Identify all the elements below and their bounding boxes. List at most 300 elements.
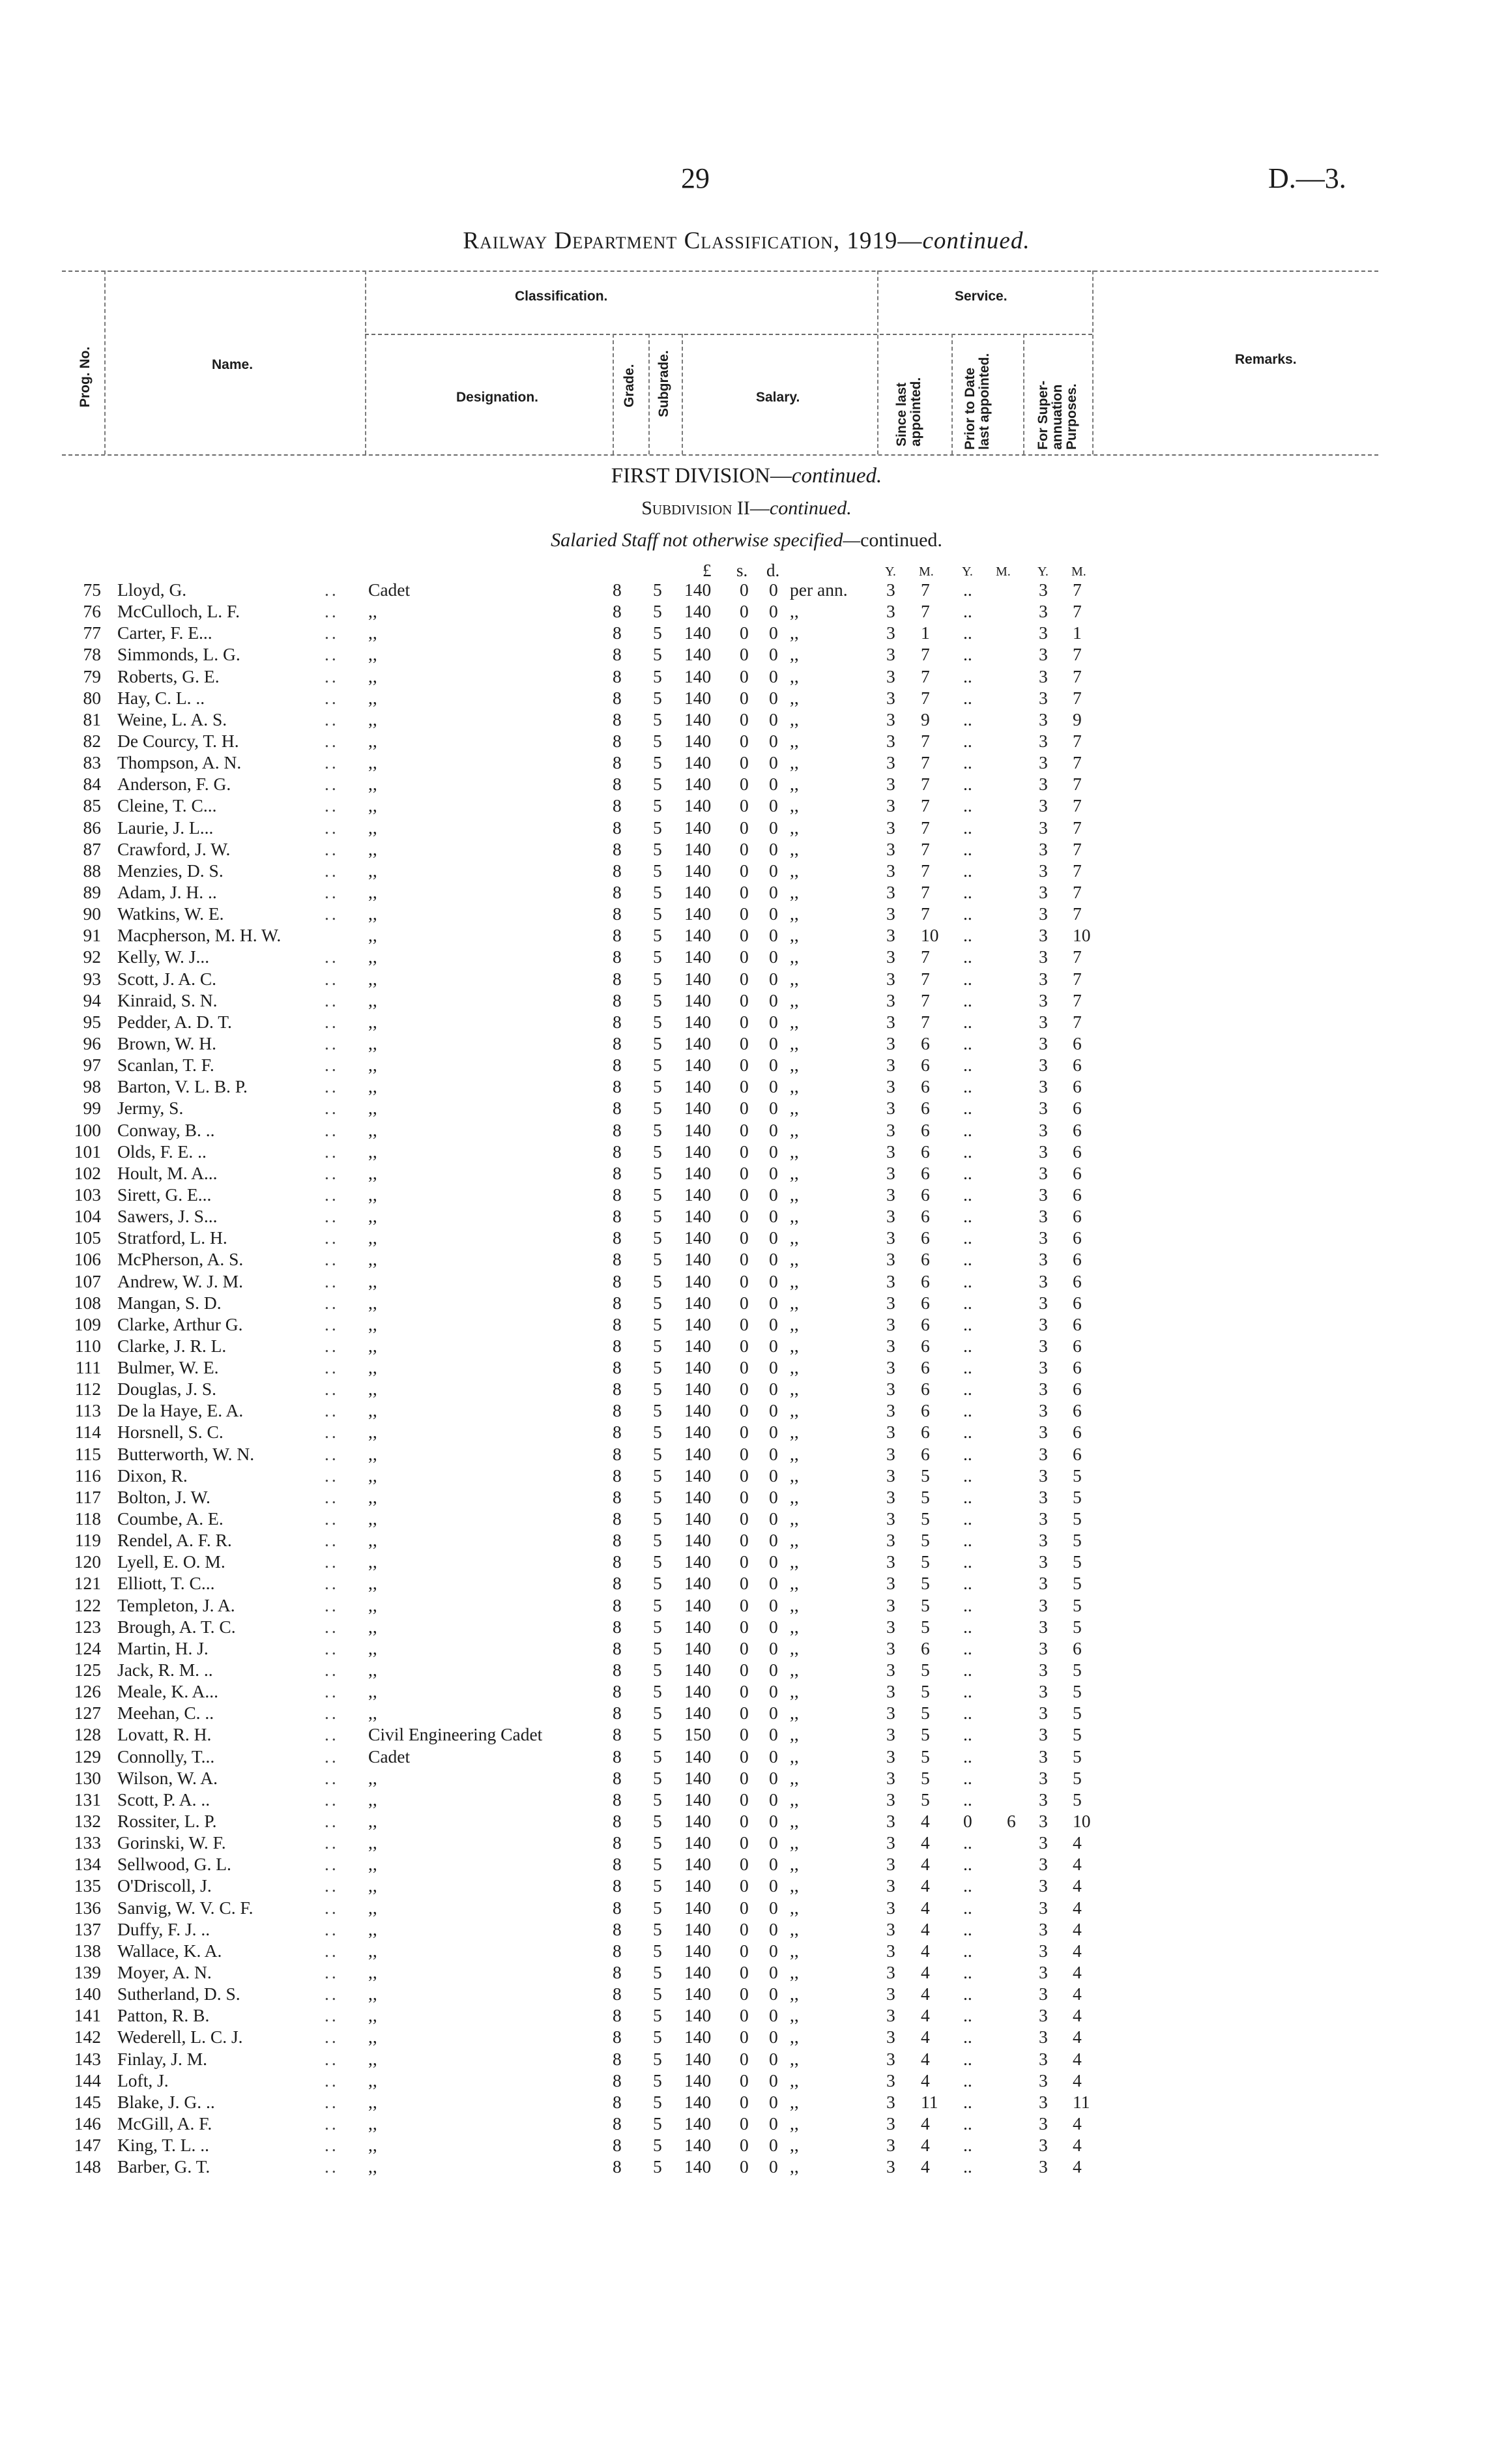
salary-period: ,, xyxy=(790,946,799,967)
since-months: 6 xyxy=(921,1379,930,1400)
prog-number: 128 xyxy=(74,1724,101,1745)
table-row xyxy=(0,1832,1493,1853)
salary-pence: 0 xyxy=(769,1573,778,1594)
super-months: 6 xyxy=(1073,1206,1082,1227)
since-years: 3 xyxy=(886,1486,895,1507)
super-years: 3 xyxy=(1039,1400,1048,1421)
staff-name: Sutherland, D. S. xyxy=(117,1984,240,2004)
super-years: 3 xyxy=(1039,1962,1048,1982)
leader-dots: .. xyxy=(325,1033,339,1053)
since-years: 3 xyxy=(886,1011,895,1032)
staff-name: Andrew, W. J. M. xyxy=(117,1270,244,1291)
title-main: Railway Department Classification, 1919— xyxy=(463,227,923,254)
prog-number: 115 xyxy=(74,1443,101,1464)
grade: 8 xyxy=(613,860,622,881)
super-years: 3 xyxy=(1039,1270,1048,1291)
salary-shillings: 0 xyxy=(740,1465,749,1486)
designation: ,, xyxy=(368,946,377,967)
leader-dots: .. xyxy=(325,1508,339,1529)
leader-dots: .. xyxy=(325,1530,339,1551)
subgrade: 5 xyxy=(653,1292,662,1313)
designation: ,, xyxy=(368,1594,377,1615)
leader-dots: .. xyxy=(325,1789,339,1810)
staff-name: Sirett, G. E... xyxy=(117,1184,212,1205)
super-years: 3 xyxy=(1039,1292,1048,1313)
since-months: 4 xyxy=(921,1811,930,1832)
since-months: 5 xyxy=(921,1660,930,1680)
subgrade: 5 xyxy=(653,2113,662,2134)
salary-period: ,, xyxy=(790,1616,799,1637)
leader-dots: .. xyxy=(325,1984,339,2004)
grade: 8 xyxy=(613,644,622,665)
grade: 8 xyxy=(613,730,622,751)
staff-name: Finlay, J. M. xyxy=(117,2048,208,2069)
leader-dots: .. xyxy=(325,1270,339,1291)
salary-pounds: 140 xyxy=(684,1400,712,1421)
prior-years: .. xyxy=(963,817,972,838)
salary-pence: 0 xyxy=(769,1616,778,1637)
since-months: 6 xyxy=(921,1313,930,1334)
prog-number: 79 xyxy=(83,666,101,686)
salary-period: ,, xyxy=(790,1033,799,1053)
since-years: 3 xyxy=(886,2156,895,2177)
salary-pounds: 140 xyxy=(684,2156,712,2177)
subgrade: 5 xyxy=(653,601,662,622)
subgrade: 5 xyxy=(653,795,662,816)
super-years: 3 xyxy=(1039,1119,1048,1140)
prior-years: .. xyxy=(963,1962,972,1982)
salary-shillings: 0 xyxy=(740,1551,749,1572)
salary-pounds: 140 xyxy=(684,1660,712,1680)
super-months: 5 xyxy=(1073,1767,1082,1788)
salary-pence: 0 xyxy=(769,1660,778,1680)
since-years: 3 xyxy=(886,623,895,643)
table-row xyxy=(0,1529,1493,1551)
since-years: 3 xyxy=(886,579,895,600)
designation: ,, xyxy=(368,2135,377,2156)
salary-shillings: 0 xyxy=(740,2048,749,2069)
since-years: 3 xyxy=(886,1897,895,1918)
leader-dots: .. xyxy=(325,1746,339,1767)
salary-shillings: 0 xyxy=(740,1811,749,1832)
header-salary: Salary. xyxy=(756,390,800,405)
super-months: 5 xyxy=(1073,1724,1082,1745)
salary-pence: 0 xyxy=(769,925,778,946)
super-years: 3 xyxy=(1039,2005,1048,2026)
super-years: 3 xyxy=(1039,2113,1048,2134)
super-months: 7 xyxy=(1073,860,1082,881)
table-row xyxy=(0,1465,1493,1486)
table-row xyxy=(0,1746,1493,1767)
super-years: 3 xyxy=(1039,860,1048,881)
staff-label: Salaried Staff not otherwise specified— xyxy=(551,529,861,551)
super-months: 5 xyxy=(1073,1508,1082,1529)
super-months: 7 xyxy=(1073,774,1082,795)
table-row xyxy=(0,1702,1493,1723)
subgrade: 5 xyxy=(653,1897,662,1918)
since-years: 3 xyxy=(886,1162,895,1183)
super-years: 3 xyxy=(1039,1746,1048,1767)
designation: ,, xyxy=(368,709,377,729)
salary-pounds: 140 xyxy=(684,1875,712,1896)
prior-years: .. xyxy=(963,1055,972,1076)
leader-dots: .. xyxy=(325,752,339,773)
since-years: 3 xyxy=(886,1119,895,1140)
grade: 8 xyxy=(613,1162,622,1183)
subdivision-continued: continued. xyxy=(769,497,852,519)
designation: ,, xyxy=(368,1119,377,1140)
salary-pounds: 140 xyxy=(684,687,712,708)
salary-pence: 0 xyxy=(769,903,778,924)
subgrade: 5 xyxy=(653,1270,662,1291)
subgrade: 5 xyxy=(653,1832,662,1853)
since-months: 6 xyxy=(921,1055,930,1076)
salary-period: ,, xyxy=(790,795,799,816)
staff-table-body xyxy=(0,579,1493,2177)
grade: 8 xyxy=(613,1465,622,1486)
salary-pence: 0 xyxy=(769,2156,778,2177)
grade: 8 xyxy=(613,1530,622,1551)
since-years: 3 xyxy=(886,1227,895,1248)
leader-dots: .. xyxy=(325,1660,339,1680)
grade: 8 xyxy=(613,990,622,1010)
prior-years: .. xyxy=(963,1508,972,1529)
salary-shillings: 0 xyxy=(740,1313,749,1334)
designation: ,, xyxy=(368,1486,377,1507)
subgrade: 5 xyxy=(653,817,662,838)
staff-name: Coumbe, A. E. xyxy=(117,1508,224,1529)
leader-dots: .. xyxy=(325,1098,339,1119)
since-months: 6 xyxy=(921,1400,930,1421)
super-months: 1 xyxy=(1073,623,1082,643)
salary-pounds: 140 xyxy=(684,2070,712,2090)
designation: ,, xyxy=(368,1400,377,1421)
grade: 8 xyxy=(613,1681,622,1702)
salary-pounds: 140 xyxy=(684,860,712,881)
grade: 8 xyxy=(613,881,622,902)
salary-pounds: 140 xyxy=(684,1767,712,1788)
table-row xyxy=(0,1443,1493,1465)
leader-dots: .. xyxy=(325,1162,339,1183)
salary-period: ,, xyxy=(790,666,799,686)
since-years: 3 xyxy=(886,1292,895,1313)
leader-dots: .. xyxy=(325,1681,339,1702)
staff-name: Mangan, S. D. xyxy=(117,1292,222,1313)
subgrade: 5 xyxy=(653,1530,662,1551)
super-months: 4 xyxy=(1073,1875,1082,1896)
staff-name: Duffy, F. J. .. xyxy=(117,1918,210,1939)
salary-period: ,, xyxy=(790,1703,799,1723)
salary-period: ,, xyxy=(790,1335,799,1356)
col-divider xyxy=(365,271,366,454)
since-years: 3 xyxy=(886,1249,895,1270)
since-months: 7 xyxy=(921,666,930,686)
designation: ,, xyxy=(368,1227,377,1248)
super-years: 3 xyxy=(1039,1811,1048,1832)
salary-period: ,, xyxy=(790,1486,799,1507)
salary-pence: 0 xyxy=(769,1875,778,1896)
salary-pence: 0 xyxy=(769,1055,778,1076)
since-years: 3 xyxy=(886,1270,895,1291)
since-years: 3 xyxy=(886,817,895,838)
subdivision-heading xyxy=(0,497,1493,520)
prior-years: .. xyxy=(963,709,972,729)
subgrade: 5 xyxy=(653,1789,662,1810)
salary-period: ,, xyxy=(790,1227,799,1248)
subgrade: 5 xyxy=(653,1033,662,1053)
unit-shillings: s. xyxy=(736,561,748,580)
super-years: 3 xyxy=(1039,1313,1048,1334)
salary-pence: 0 xyxy=(769,709,778,729)
since-years: 3 xyxy=(886,1616,895,1637)
designation: ,, xyxy=(368,990,377,1010)
super-years: 3 xyxy=(1039,2135,1048,2156)
designation: ,, xyxy=(368,1055,377,1076)
prog-number: 90 xyxy=(83,903,101,924)
salary-pence: 0 xyxy=(769,838,778,859)
salary-pounds: 140 xyxy=(684,644,712,665)
since-years: 3 xyxy=(886,946,895,967)
salary-shillings: 0 xyxy=(740,1249,749,1270)
since-years: 3 xyxy=(886,1767,895,1788)
grade: 8 xyxy=(613,1400,622,1421)
grade: 8 xyxy=(613,1703,622,1723)
salary-pounds: 140 xyxy=(684,2091,712,2112)
grade: 8 xyxy=(613,687,622,708)
salary-pounds: 140 xyxy=(684,1486,712,1507)
salary-pence: 0 xyxy=(769,1789,778,1810)
designation: ,, xyxy=(368,1141,377,1162)
prior-years: .. xyxy=(963,1594,972,1615)
prog-number: 94 xyxy=(83,990,101,1010)
salary-period: ,, xyxy=(790,1422,799,1443)
super-years: 3 xyxy=(1039,644,1048,665)
leader-dots: .. xyxy=(325,1486,339,1507)
salary-pence: 0 xyxy=(769,1162,778,1183)
leader-dots: .. xyxy=(325,1854,339,1875)
salary-period: ,, xyxy=(790,1594,799,1615)
leader-dots: .. xyxy=(325,1313,339,1334)
designation: ,, xyxy=(368,601,377,622)
prior-years: .. xyxy=(963,1465,972,1486)
leader-dots: .. xyxy=(325,1897,339,1918)
super-years: 3 xyxy=(1039,1357,1048,1378)
since-months: 4 xyxy=(921,1854,930,1875)
leader-dots: .. xyxy=(325,903,339,924)
super-years: 3 xyxy=(1039,1616,1048,1637)
since-months: 5 xyxy=(921,1767,930,1788)
prior-years: .. xyxy=(963,1141,972,1162)
since-months: 4 xyxy=(921,1897,930,1918)
salary-pence: 0 xyxy=(769,2135,778,2156)
since-months: 4 xyxy=(921,2135,930,2156)
subgrade: 5 xyxy=(653,1681,662,1702)
unit-super-years: Y. xyxy=(1037,565,1049,579)
designation: ,, xyxy=(368,1551,377,1572)
super-months: 7 xyxy=(1073,666,1082,686)
designation: ,, xyxy=(368,1703,377,1723)
grade: 8 xyxy=(613,1940,622,1961)
subgrade: 5 xyxy=(653,730,662,751)
since-years: 3 xyxy=(886,1206,895,1227)
leader-dots: .. xyxy=(325,2027,339,2047)
salary-shillings: 0 xyxy=(740,795,749,816)
col-divider xyxy=(1092,271,1094,454)
prog-number: 147 xyxy=(74,2135,101,2156)
salary-period: ,, xyxy=(790,1055,799,1076)
since-months: 4 xyxy=(921,1984,930,2004)
prog-number: 129 xyxy=(74,1746,101,1767)
since-years: 3 xyxy=(886,709,895,729)
table-row xyxy=(0,990,1493,1011)
grade: 8 xyxy=(613,1011,622,1032)
salary-pounds: 140 xyxy=(684,1962,712,1982)
grade: 8 xyxy=(613,1918,622,1939)
super-years: 3 xyxy=(1039,579,1048,600)
salary-pounds: 140 xyxy=(684,1270,712,1291)
subgrade: 5 xyxy=(653,1055,662,1076)
salary-pence: 0 xyxy=(769,1637,778,1658)
unit-pence: d. xyxy=(766,561,780,580)
salary-shillings: 0 xyxy=(740,601,749,622)
salary-pounds: 140 xyxy=(684,1681,712,1702)
prog-number: 143 xyxy=(74,2048,101,2069)
subgrade: 5 xyxy=(653,1854,662,1875)
prog-number: 122 xyxy=(74,1594,101,1615)
prior-years: .. xyxy=(963,2135,972,2156)
prog-number: 95 xyxy=(83,1011,101,1032)
leader-dots: .. xyxy=(325,1422,339,1443)
since-months: 6 xyxy=(921,1357,930,1378)
prior-years: .. xyxy=(963,730,972,751)
designation: ,, xyxy=(368,860,377,881)
salary-period: ,, xyxy=(790,1162,799,1183)
super-months: 7 xyxy=(1073,817,1082,838)
salary-shillings: 0 xyxy=(740,1746,749,1767)
salary-pence: 0 xyxy=(769,946,778,967)
since-months: 9 xyxy=(921,709,930,729)
super-months: 6 xyxy=(1073,1313,1082,1334)
super-years: 3 xyxy=(1039,752,1048,773)
salary-pounds: 140 xyxy=(684,1249,712,1270)
subgrade: 5 xyxy=(653,1573,662,1594)
since-years: 3 xyxy=(886,2113,895,2134)
prog-number: 85 xyxy=(83,795,101,816)
subgrade: 5 xyxy=(653,2135,662,2156)
since-years: 3 xyxy=(886,2048,895,2069)
prior-years: .. xyxy=(963,1854,972,1875)
prog-number: 89 xyxy=(83,881,101,902)
since-months: 6 xyxy=(921,1206,930,1227)
prior-years: .. xyxy=(963,946,972,967)
table-row xyxy=(0,2026,1493,2047)
designation: ,, xyxy=(368,1811,377,1832)
since-months: 7 xyxy=(921,860,930,881)
designation: ,, xyxy=(368,1184,377,1205)
subgrade: 5 xyxy=(653,1119,662,1140)
grade: 8 xyxy=(613,1227,622,1248)
since-years: 3 xyxy=(886,1076,895,1097)
staff-name: Olds, F. E. .. xyxy=(117,1141,207,1162)
prior-years: .. xyxy=(963,1940,972,1961)
table-row xyxy=(0,1983,1493,2004)
header-remarks: Remarks. xyxy=(1235,352,1297,367)
salary-pence: 0 xyxy=(769,1357,778,1378)
subdivision-label: Subdivision II— xyxy=(641,497,770,519)
since-months: 4 xyxy=(921,2113,930,2134)
unit-prior-months: M. xyxy=(996,565,1011,579)
prior-years: .. xyxy=(963,579,972,600)
prog-number: 77 xyxy=(83,623,101,643)
grade: 8 xyxy=(613,903,622,924)
prog-number: 84 xyxy=(83,774,101,795)
designation: ,, xyxy=(368,2048,377,2069)
prior-years: .. xyxy=(963,903,972,924)
prior-years: .. xyxy=(963,601,972,622)
staff-name: Bolton, J. W. xyxy=(117,1486,210,1507)
designation: Cadet xyxy=(368,579,411,600)
staff-name: Patton, R. B. xyxy=(117,2005,210,2026)
leader-dots: .. xyxy=(325,946,339,967)
division-continued: continued. xyxy=(791,464,882,488)
designation: ,, xyxy=(368,1270,377,1291)
super-months: 4 xyxy=(1073,2048,1082,2069)
salary-shillings: 0 xyxy=(740,1379,749,1400)
salary-pounds: 140 xyxy=(684,2113,712,2134)
grade: 8 xyxy=(613,1076,622,1097)
prog-number: 111 xyxy=(75,1357,101,1378)
prog-number: 112 xyxy=(74,1379,101,1400)
header-name: Name. xyxy=(212,357,254,372)
staff-name: Sanvig, W. V. C. F. xyxy=(117,1897,254,1918)
super-months: 11 xyxy=(1073,2091,1090,2112)
salary-period: ,, xyxy=(790,2091,799,2112)
super-years: 3 xyxy=(1039,2027,1048,2047)
staff-name: McPherson, A. S. xyxy=(117,1249,244,1270)
super-years: 3 xyxy=(1039,968,1048,989)
prog-number: 126 xyxy=(74,1681,101,1702)
table-row xyxy=(0,1248,1493,1270)
salary-pence: 0 xyxy=(769,881,778,902)
leader-dots: .. xyxy=(325,1357,339,1378)
salary-shillings: 0 xyxy=(740,1227,749,1248)
salary-period: ,, xyxy=(790,903,799,924)
salary-pence: 0 xyxy=(769,2113,778,2134)
grade: 8 xyxy=(613,838,622,859)
staff-name: Dixon, R. xyxy=(117,1465,188,1486)
subgrade: 5 xyxy=(653,903,662,924)
salary-shillings: 0 xyxy=(740,1486,749,1507)
super-months: 6 xyxy=(1073,1335,1082,1356)
salary-period: ,, xyxy=(790,1206,799,1227)
salary-pounds: 140 xyxy=(684,968,712,989)
super-years: 3 xyxy=(1039,1422,1048,1443)
salary-period: ,, xyxy=(790,838,799,859)
col-divider xyxy=(104,271,106,454)
table-row xyxy=(0,2004,1493,2026)
since-years: 3 xyxy=(886,1098,895,1119)
salary-pounds: 140 xyxy=(684,1918,712,1939)
since-years: 3 xyxy=(886,666,895,686)
salary-pence: 0 xyxy=(769,1141,778,1162)
since-years: 3 xyxy=(886,1379,895,1400)
staff-name: Rendel, A. F. R. xyxy=(117,1530,232,1551)
salary-pounds: 140 xyxy=(684,1551,712,1572)
table-row xyxy=(0,622,1493,643)
prior-years: .. xyxy=(963,1206,972,1227)
salary-pence: 0 xyxy=(769,1918,778,1939)
staff-continued: continued. xyxy=(860,529,942,551)
